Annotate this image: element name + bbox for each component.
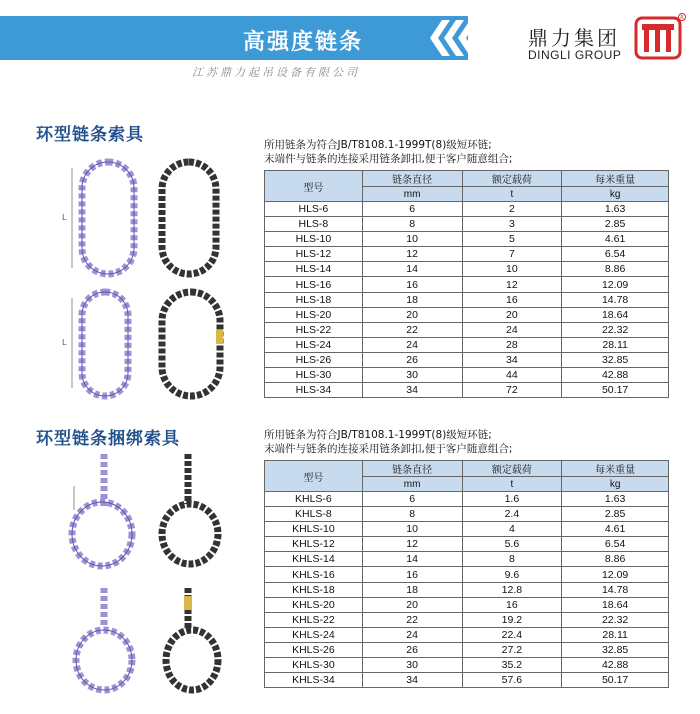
table-cell: 12.09 — [562, 277, 669, 292]
table-cell: 42.88 — [562, 368, 669, 383]
header-cell: 额定载荷 — [462, 171, 562, 187]
table-cell: 14.78 — [562, 582, 669, 597]
table-cell: 30 — [362, 658, 462, 673]
section-notes — [264, 138, 512, 166]
table-cell: 50.17 — [562, 383, 669, 398]
unit-cell: t — [462, 187, 562, 202]
table-cell: 18 — [362, 582, 462, 597]
table-cell: 26 — [362, 352, 462, 367]
table-cell: 34 — [362, 383, 462, 398]
table-cell: 4 — [462, 522, 562, 537]
note-line: 末端件与链条的连接采用链条卸扣,便于客户随意组合; — [264, 443, 513, 455]
table-cell: 2.4 — [462, 507, 562, 522]
table-cell: 72 — [462, 383, 562, 398]
table-cell: 2.85 — [562, 217, 669, 232]
table-header-row — [265, 171, 669, 187]
section-title-ring-sling: 环型链条索具 — [36, 125, 144, 145]
table-cell: 8.86 — [562, 262, 669, 277]
table-cell: KHLS-22 — [265, 612, 363, 627]
table-row — [265, 337, 669, 352]
table-cell: 5.6 — [462, 537, 562, 552]
table-cell: 2 — [462, 202, 562, 217]
table-row — [265, 567, 669, 582]
table-cell: 8 — [362, 507, 462, 522]
chevrons-icon — [420, 16, 480, 60]
table-cell: HLS-14 — [265, 262, 363, 277]
table-cell: 22.32 — [562, 612, 669, 627]
table-cell: 6 — [362, 492, 462, 507]
table-cell: 28.11 — [562, 337, 669, 352]
table-cell: HLS-24 — [265, 337, 363, 352]
table-cell: 24 — [362, 337, 462, 352]
table-cell: KHLS-10 — [265, 522, 363, 537]
table-cell: 18.64 — [562, 597, 669, 612]
table-cell: KHLS-26 — [265, 642, 363, 657]
table-cell: KHLS-18 — [265, 582, 363, 597]
header-cell: 型号 — [265, 171, 363, 202]
title-banner — [0, 16, 468, 60]
table-row — [265, 582, 669, 597]
table-cell: HLS-12 — [265, 247, 363, 262]
table-cell: 12 — [362, 537, 462, 552]
header-cell: 链条直径 — [362, 461, 462, 477]
header-cell: 型号 — [265, 461, 363, 492]
table-cell: 12.09 — [562, 567, 669, 582]
section-title-binding-sling: 环型链条捆绑索具 — [36, 429, 180, 449]
table-cell: 8 — [362, 217, 462, 232]
table-cell: 10 — [362, 522, 462, 537]
table-cell: 14 — [362, 262, 462, 277]
table-cell: HLS-30 — [265, 368, 363, 383]
table-cell: 1.6 — [462, 492, 562, 507]
table-cell: 28 — [462, 337, 562, 352]
table-cell: 4.61 — [562, 522, 669, 537]
table-cell: HLS-8 — [265, 217, 363, 232]
table-cell: 27.2 — [462, 642, 562, 657]
table-cell: KHLS-12 — [265, 537, 363, 552]
note-line: 末端件与链条的连接采用链条卸扣,便于客户随意组合; — [264, 153, 513, 165]
binding-sling-illustration — [60, 448, 250, 698]
hls-spec-table — [264, 170, 669, 398]
table-row — [265, 627, 669, 642]
table-row — [265, 247, 669, 262]
unit-cell: kg — [562, 477, 669, 492]
table-cell: KHLS-34 — [265, 673, 363, 688]
table-cell: 35.2 — [462, 658, 562, 673]
brand-name-cn: 鼎力集团 — [528, 26, 620, 50]
table-cell: HLS-22 — [265, 322, 363, 337]
table-cell: HLS-26 — [265, 352, 363, 367]
table-row — [265, 292, 669, 307]
table-cell: KHLS-30 — [265, 658, 363, 673]
dimension-label: L — [62, 338, 67, 347]
khls-spec-table — [264, 460, 669, 688]
table-cell: 44 — [462, 368, 562, 383]
table-cell: 14 — [362, 552, 462, 567]
table-cell: HLS-18 — [265, 292, 363, 307]
table-cell: 10 — [362, 232, 462, 247]
table-cell: HLS-6 — [265, 202, 363, 217]
table-cell: 5 — [462, 232, 562, 247]
table-cell: 42.88 — [562, 658, 669, 673]
table-cell: 18 — [362, 292, 462, 307]
table-row — [265, 612, 669, 627]
table-cell: 14.78 — [562, 292, 669, 307]
note-line: 所用链条为符合JB/T8108.1-1999T(8)级短环链; — [264, 429, 492, 441]
table-cell: 6.54 — [562, 537, 669, 552]
table-cell: 12 — [362, 247, 462, 262]
table-cell: 32.85 — [562, 642, 669, 657]
table-row — [265, 658, 669, 673]
table-row — [265, 352, 669, 367]
brand-name-en: DINGLI GROUP — [528, 48, 622, 62]
note-line: 所用链条为符合JB/T8108.1-1999T(8)级短环链; — [264, 139, 492, 151]
table-cell: 9.6 — [462, 567, 562, 582]
table-cell: 30 — [362, 368, 462, 383]
table-row — [265, 232, 669, 247]
unit-cell: mm — [362, 187, 462, 202]
table-cell: 24 — [462, 322, 562, 337]
table-row — [265, 642, 669, 657]
table-cell: HLS-10 — [265, 232, 363, 247]
header-cell: 链条直径 — [362, 171, 462, 187]
table-cell: 34 — [362, 673, 462, 688]
table-cell: 6.54 — [562, 247, 669, 262]
table-cell: HLS-16 — [265, 277, 363, 292]
table-cell: KHLS-14 — [265, 552, 363, 567]
table-cell: HLS-34 — [265, 383, 363, 398]
unit-cell: t — [462, 477, 562, 492]
table-cell: 28.11 — [562, 627, 669, 642]
table-cell: 24 — [362, 627, 462, 642]
unit-cell: kg — [562, 187, 669, 202]
table-cell: 8 — [462, 552, 562, 567]
table-cell: 19.2 — [462, 612, 562, 627]
table-row — [265, 322, 669, 337]
table-cell: 32.85 — [562, 352, 669, 367]
table-cell: 12.8 — [462, 582, 562, 597]
table-row — [265, 277, 669, 292]
table-cell: 12 — [462, 277, 562, 292]
table-row — [265, 507, 669, 522]
ring-sling-illustration — [50, 150, 250, 400]
table-cell: 26 — [362, 642, 462, 657]
table-cell: KHLS-6 — [265, 492, 363, 507]
table-row — [265, 537, 669, 552]
svg-text:R: R — [680, 15, 684, 21]
header-cell: 每米重量 — [562, 171, 669, 187]
table-cell: HLS-20 — [265, 307, 363, 322]
table-cell: KHLS-16 — [265, 567, 363, 582]
dingli-logo-icon — [634, 12, 686, 62]
table-cell: 16 — [462, 292, 562, 307]
table-cell: 1.63 — [562, 492, 669, 507]
table-header-row — [265, 461, 669, 477]
table-row — [265, 597, 669, 612]
table-row — [265, 307, 669, 322]
table-cell: 20 — [362, 597, 462, 612]
table-cell: 20 — [362, 307, 462, 322]
header-cell: 每米重量 — [562, 461, 669, 477]
table-row — [265, 217, 669, 232]
table-cell: 22.4 — [462, 627, 562, 642]
table-cell: 1.63 — [562, 202, 669, 217]
table-row — [265, 262, 669, 277]
table-cell: 16 — [362, 277, 462, 292]
section-notes — [264, 428, 512, 456]
table-cell: 6 — [362, 202, 462, 217]
table-cell: 34 — [462, 352, 562, 367]
table-cell: 50.17 — [562, 673, 669, 688]
table-row — [265, 673, 669, 688]
table-cell: KHLS-8 — [265, 507, 363, 522]
table-cell: KHLS-24 — [265, 627, 363, 642]
table-cell: 22.32 — [562, 322, 669, 337]
table-cell: 22 — [362, 612, 462, 627]
table-cell: 4.61 — [562, 232, 669, 247]
table-row — [265, 202, 669, 217]
table-row — [265, 383, 669, 398]
table-row — [265, 368, 669, 383]
table-cell: 22 — [362, 322, 462, 337]
table-row — [265, 492, 669, 507]
table-cell: 16 — [362, 567, 462, 582]
header-cell: 额定载荷 — [462, 461, 562, 477]
table-cell: 10 — [462, 262, 562, 277]
page-title: 高强度链条 — [243, 30, 364, 55]
table-cell: KHLS-20 — [265, 597, 363, 612]
table-cell: 8.86 — [562, 552, 669, 567]
company-name: 江苏鼎力起吊设备有限公司 — [192, 66, 360, 79]
table-cell: 18.64 — [562, 307, 669, 322]
table-row — [265, 522, 669, 537]
table-cell: 7 — [462, 247, 562, 262]
table-cell: 3 — [462, 217, 562, 232]
table-cell: 2.85 — [562, 507, 669, 522]
unit-cell: mm — [362, 477, 462, 492]
table-cell: 57.6 — [462, 673, 562, 688]
table-row — [265, 552, 669, 567]
table-cell: 16 — [462, 597, 562, 612]
dimension-label: L — [62, 213, 67, 222]
table-cell: 20 — [462, 307, 562, 322]
